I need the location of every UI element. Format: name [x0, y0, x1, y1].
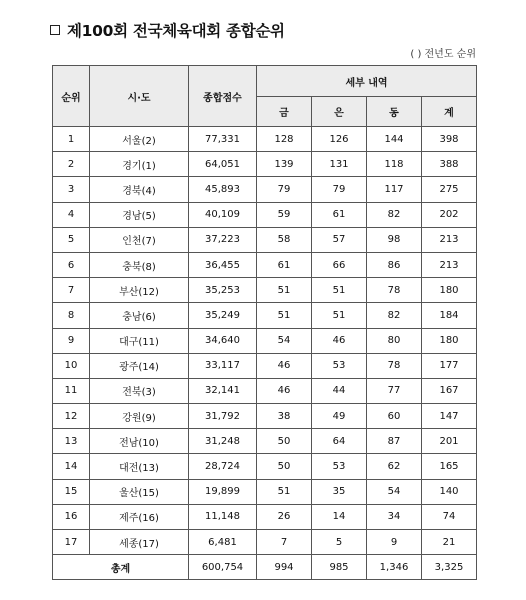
total-row: [53, 555, 477, 580]
score-cell: 35,253: [189, 278, 257, 303]
silver-cell: 35: [312, 479, 367, 504]
score-cell: 40,109: [189, 202, 257, 227]
total-label: 총계: [53, 555, 189, 580]
gold-cell: 54: [257, 328, 312, 353]
region-cell: 경남(5): [90, 202, 189, 227]
score-cell: 45,893: [189, 177, 257, 202]
score-cell: 28,724: [189, 454, 257, 479]
table-row: [53, 252, 477, 277]
sum-cell: 388: [422, 152, 477, 177]
table-body: [53, 127, 477, 555]
bronze-cell: 34: [367, 504, 422, 529]
region-cell: 제주(16): [90, 504, 189, 529]
gold-cell: 46: [257, 378, 312, 403]
score-cell: 31,792: [189, 404, 257, 429]
bronze-cell: 86: [367, 252, 422, 277]
silver-cell: 61: [312, 202, 367, 227]
region-cell: 서울(2): [90, 127, 189, 152]
sum-cell: 165: [422, 454, 477, 479]
table-row: [53, 303, 477, 328]
score-cell: 33,117: [189, 353, 257, 378]
gold-cell: 61: [257, 252, 312, 277]
rank-cell: 3: [53, 177, 90, 202]
gold-cell: 50: [257, 429, 312, 454]
silver-cell: 46: [312, 328, 367, 353]
score-cell: 36,455: [189, 252, 257, 277]
gold-cell: 139: [257, 152, 312, 177]
region-cell: 강원(9): [90, 404, 189, 429]
gold-cell: 58: [257, 227, 312, 252]
total-sum: 3,325: [422, 555, 477, 580]
previous-year-note: ( ) 전년도 순위: [410, 49, 476, 60]
region-cell: 충남(6): [90, 303, 189, 328]
gold-cell: 51: [257, 278, 312, 303]
region-cell: 인천(7): [90, 227, 189, 252]
gold-cell: 128: [257, 127, 312, 152]
silver-cell: 66: [312, 252, 367, 277]
table-row: [53, 404, 477, 429]
region-cell: 충북(8): [90, 252, 189, 277]
table-row: [53, 278, 477, 303]
header-row-1: [53, 66, 477, 97]
sum-cell: 275: [422, 177, 477, 202]
bronze-cell: 60: [367, 404, 422, 429]
bronze-cell: 80: [367, 328, 422, 353]
bronze-cell: 54: [367, 479, 422, 504]
gold-cell: 79: [257, 177, 312, 202]
sum-cell: 180: [422, 278, 477, 303]
bronze-cell: 98: [367, 227, 422, 252]
rank-cell: 5: [53, 227, 90, 252]
rank-cell: 14: [53, 454, 90, 479]
header-gold: 금: [257, 97, 312, 127]
total-gold: 994: [257, 555, 312, 580]
sum-cell: 201: [422, 429, 477, 454]
rank-cell: 1: [53, 127, 90, 152]
silver-cell: 64: [312, 429, 367, 454]
rank-cell: 8: [53, 303, 90, 328]
header-score: 종합점수: [189, 66, 257, 127]
rank-cell: 12: [53, 404, 90, 429]
gold-cell: 38: [257, 404, 312, 429]
region-cell: 대전(13): [90, 454, 189, 479]
sum-cell: 147: [422, 404, 477, 429]
total-score: 600,754: [189, 555, 257, 580]
region-cell: 경기(1): [90, 152, 189, 177]
score-cell: 35,249: [189, 303, 257, 328]
total-bronze: 1,346: [367, 555, 422, 580]
bronze-cell: 117: [367, 177, 422, 202]
header-bronze: 동: [367, 97, 422, 127]
region-cell: 세종(17): [90, 530, 189, 555]
rank-cell: 15: [53, 479, 90, 504]
silver-cell: 49: [312, 404, 367, 429]
bronze-cell: 82: [367, 303, 422, 328]
bronze-cell: 118: [367, 152, 422, 177]
score-cell: 6,481: [189, 530, 257, 555]
region-cell: 광주(14): [90, 353, 189, 378]
bronze-cell: 9: [367, 530, 422, 555]
header-detail: 세부 내역: [257, 66, 477, 97]
table-row: [53, 504, 477, 529]
sum-cell: 167: [422, 378, 477, 403]
header-rank: 순위: [53, 66, 90, 127]
rank-cell: 2: [53, 152, 90, 177]
rank-cell: 10: [53, 353, 90, 378]
rank-cell: 13: [53, 429, 90, 454]
silver-cell: 126: [312, 127, 367, 152]
page-title: [50, 19, 285, 41]
region-cell: 울산(15): [90, 479, 189, 504]
silver-cell: 53: [312, 353, 367, 378]
rank-cell: 4: [53, 202, 90, 227]
sum-cell: 140: [422, 479, 477, 504]
region-cell: 전북(3): [90, 378, 189, 403]
gold-cell: 7: [257, 530, 312, 555]
header-region: 시·도: [90, 66, 189, 127]
sum-cell: 177: [422, 353, 477, 378]
score-cell: 11,148: [189, 504, 257, 529]
ranking-table: [52, 65, 477, 580]
table-row: [53, 127, 477, 152]
gold-cell: 59: [257, 202, 312, 227]
silver-cell: 14: [312, 504, 367, 529]
rank-cell: 9: [53, 328, 90, 353]
rank-cell: 6: [53, 252, 90, 277]
sum-cell: 74: [422, 504, 477, 529]
rank-cell: 7: [53, 278, 90, 303]
rank-cell: 16: [53, 504, 90, 529]
region-cell: 부산(12): [90, 278, 189, 303]
bronze-cell: 77: [367, 378, 422, 403]
score-cell: 31,248: [189, 429, 257, 454]
table-row: [53, 177, 477, 202]
table-row: [53, 378, 477, 403]
table-row: [53, 353, 477, 378]
bronze-cell: 62: [367, 454, 422, 479]
table-row: [53, 202, 477, 227]
region-cell: 전남(10): [90, 429, 189, 454]
bronze-cell: 82: [367, 202, 422, 227]
sum-cell: 213: [422, 252, 477, 277]
sum-cell: 202: [422, 202, 477, 227]
sum-cell: 21: [422, 530, 477, 555]
region-cell: 대구(11): [90, 328, 189, 353]
sum-cell: 213: [422, 227, 477, 252]
silver-cell: 131: [312, 152, 367, 177]
score-cell: 77,331: [189, 127, 257, 152]
region-cell: 경북(4): [90, 177, 189, 202]
gold-cell: 51: [257, 479, 312, 504]
score-cell: 37,223: [189, 227, 257, 252]
rank-cell: 11: [53, 378, 90, 403]
table-row: [53, 530, 477, 555]
rank-cell: 17: [53, 530, 90, 555]
silver-cell: 44: [312, 378, 367, 403]
table-row: [53, 152, 477, 177]
total-silver: 985: [312, 555, 367, 580]
header-sum: 계: [422, 97, 477, 127]
silver-cell: 79: [312, 177, 367, 202]
table-row: [53, 479, 477, 504]
bronze-cell: 144: [367, 127, 422, 152]
sum-cell: 398: [422, 127, 477, 152]
score-cell: 32,141: [189, 378, 257, 403]
gold-cell: 26: [257, 504, 312, 529]
table-row: [53, 227, 477, 252]
gold-cell: 50: [257, 454, 312, 479]
bronze-cell: 87: [367, 429, 422, 454]
header-silver: 은: [312, 97, 367, 127]
silver-cell: 53: [312, 454, 367, 479]
silver-cell: 5: [312, 530, 367, 555]
gold-cell: 51: [257, 303, 312, 328]
bronze-cell: 78: [367, 278, 422, 303]
title-text: 제100회 전국체육대회 종합순위: [67, 22, 285, 40]
silver-cell: 51: [312, 303, 367, 328]
silver-cell: 51: [312, 278, 367, 303]
sum-cell: 184: [422, 303, 477, 328]
checkbox-icon: [50, 25, 60, 35]
silver-cell: 57: [312, 227, 367, 252]
table-row: [53, 454, 477, 479]
score-cell: 19,899: [189, 479, 257, 504]
bronze-cell: 78: [367, 353, 422, 378]
table-row: [53, 328, 477, 353]
score-cell: 64,051: [189, 152, 257, 177]
table-row: [53, 429, 477, 454]
sum-cell: 180: [422, 328, 477, 353]
score-cell: 34,640: [189, 328, 257, 353]
gold-cell: 46: [257, 353, 312, 378]
